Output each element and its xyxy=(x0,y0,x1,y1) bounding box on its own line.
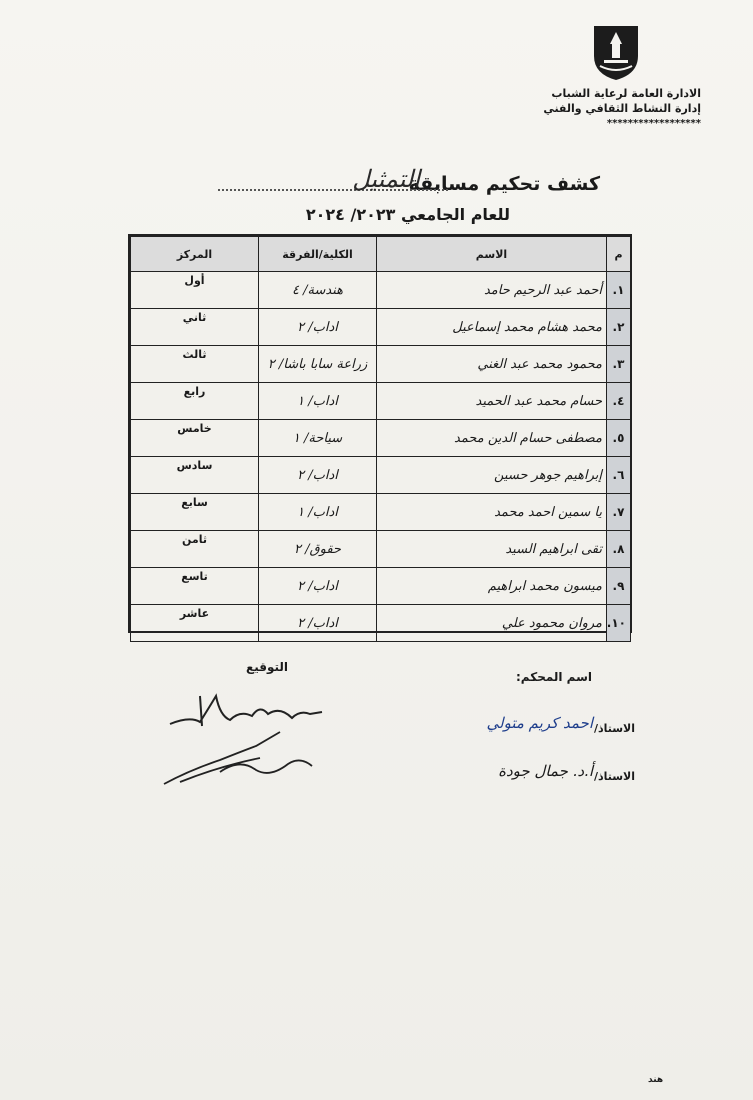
row-num: ٦. xyxy=(607,457,631,494)
row-faculty: اداب/ ٢ xyxy=(259,457,377,494)
table-row xyxy=(131,457,631,494)
row-rank: سابع xyxy=(131,494,259,531)
judge-name-label: اسم المحكم: xyxy=(516,670,593,684)
row-faculty: حقوق/ ٢ xyxy=(259,531,377,568)
academic-year xyxy=(250,205,510,224)
row-name: ميسون محمد ابراهيم xyxy=(377,568,607,605)
row-rank: أول xyxy=(131,272,259,309)
row-name: محمود محمد عبد الغني xyxy=(377,346,607,383)
row-rank: خامس xyxy=(131,420,259,457)
row-faculty: اداب/ ٢ xyxy=(259,605,377,642)
row-name: إبراهيم جوهر حسين xyxy=(377,457,607,494)
row-num: ٣. xyxy=(607,346,631,383)
professor-2-prefix: الاستاذ/ xyxy=(593,770,635,783)
signature-label: التوقيع xyxy=(246,660,288,674)
row-rank: عاشر xyxy=(131,605,259,642)
row-num: ١. xyxy=(607,272,631,309)
row-faculty: اداب/ ٢ xyxy=(259,568,377,605)
professor-2-name: أ.د. جمال جودة xyxy=(498,762,593,780)
row-num: ١٠. xyxy=(607,605,631,642)
row-num: ٢. xyxy=(607,309,631,346)
row-faculty: اداب/ ١ xyxy=(259,494,377,531)
competition-name: التمثيل xyxy=(352,165,420,193)
row-rank: سادس xyxy=(131,457,259,494)
row-faculty: سياحة/ ١ xyxy=(259,420,377,457)
org-stars: ****************** xyxy=(606,118,701,129)
table-row xyxy=(131,272,631,309)
row-name: يا سمين احمد محمد xyxy=(377,494,607,531)
org-line-2: إدارة النشاط الثقافي والفني xyxy=(543,102,701,115)
row-num: ٧. xyxy=(607,494,631,531)
professor-1-name: احمد كريم متولي xyxy=(486,714,593,732)
table-row xyxy=(131,568,631,605)
row-rank: ثامن xyxy=(131,531,259,568)
table-row xyxy=(131,309,631,346)
row-rank: ثالث xyxy=(131,346,259,383)
organization-header xyxy=(543,86,701,131)
table-row xyxy=(131,531,631,568)
org-line-1: الادارة العامة لرعاية الشباب xyxy=(551,87,701,100)
row-name: تقى ابراهيم السيد xyxy=(377,531,607,568)
signature-2 xyxy=(164,732,312,784)
row-rank: ثاني xyxy=(131,309,259,346)
header-rank: المركز xyxy=(131,237,259,272)
signature-1 xyxy=(170,696,322,724)
row-name: مصطفى حسام الدين محمد xyxy=(377,420,607,457)
row-num: ٥. xyxy=(607,420,631,457)
title-label: كشف تحكيم مسابقة xyxy=(408,173,600,195)
header-name: الاسم xyxy=(377,237,607,272)
table-row xyxy=(131,346,631,383)
table-row xyxy=(131,383,631,420)
footer-code: هند xyxy=(648,1075,664,1085)
table-row xyxy=(131,605,631,642)
table-row xyxy=(131,494,631,531)
row-name: حسام محمد عبد الحميد xyxy=(377,383,607,420)
table-row xyxy=(131,420,631,457)
handwritten-signatures xyxy=(160,686,330,796)
row-num: ٤. xyxy=(607,383,631,420)
row-rank: تاسع xyxy=(131,568,259,605)
row-num: ٩. xyxy=(607,568,631,605)
header-faculty: الكلية/الفرقة xyxy=(259,237,377,272)
row-rank: رابع xyxy=(131,383,259,420)
title-row xyxy=(180,163,600,199)
row-faculty: زراعة سابا باشا/ ٢ xyxy=(259,346,377,383)
professor-1-prefix: الاستاذ/ xyxy=(593,722,635,735)
row-name: أحمد عبد الرحيم حامد xyxy=(377,272,607,309)
header-num: م xyxy=(607,237,631,272)
row-name: محمد هشام محمد إسماعيل xyxy=(377,309,607,346)
row-faculty: هندسة/ ٤ xyxy=(259,272,377,309)
university-logo-icon xyxy=(590,22,642,82)
table-header-row xyxy=(131,237,631,272)
row-faculty: اداب/ ٢ xyxy=(259,309,377,346)
year-prefix: للعام الجامعي xyxy=(400,205,510,224)
row-num: ٨. xyxy=(607,531,631,568)
row-name: مروان محمود علي xyxy=(377,605,607,642)
row-faculty: اداب/ ١ xyxy=(259,383,377,420)
results-table xyxy=(128,234,632,633)
year-value: ٢٠٢٣/ ٢٠٢٤ xyxy=(305,205,396,224)
